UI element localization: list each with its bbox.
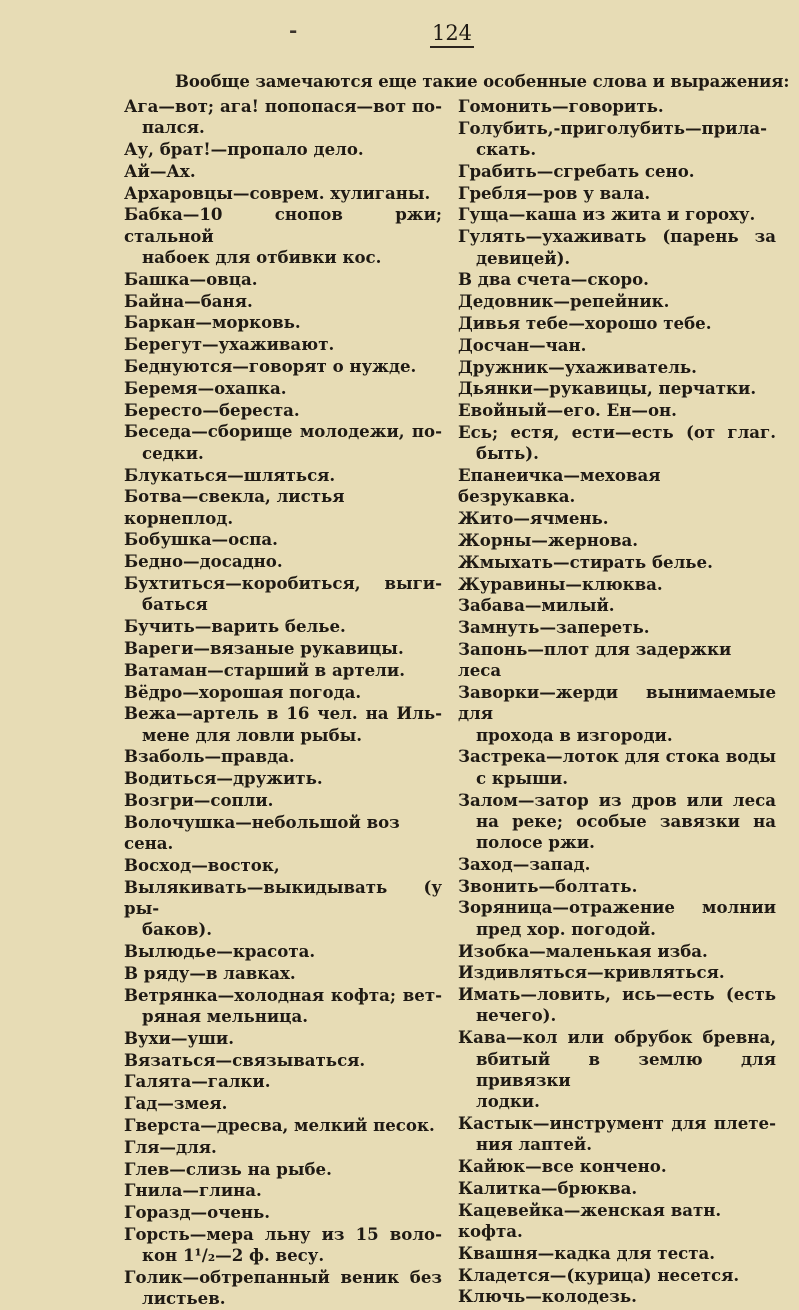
- entry-line: Вухи—уши.: [124, 1027, 234, 1048]
- entry-line: Евойный—его. Ен—он.: [458, 400, 677, 421]
- dictionary-entry: [458, 1243, 776, 1264]
- entry-line: Бабка—10 снопов ржи; стальной: [124, 204, 442, 246]
- dictionary-entry: [124, 1137, 442, 1158]
- entry-line: Жорны—жернова.: [458, 529, 639, 550]
- entry-line: Калитка—брюква.: [458, 1177, 638, 1198]
- dictionary-entry: [124, 963, 442, 984]
- entry-line: Берегут—ухаживают.: [124, 334, 335, 355]
- dictionary-entry: [124, 96, 442, 139]
- entry-continuation-line: нечего).: [476, 1005, 557, 1026]
- dictionary-entry: [124, 291, 442, 312]
- dictionary-entry: [458, 204, 776, 225]
- dictionary-entry: [458, 617, 776, 638]
- dictionary-entry: [124, 1028, 442, 1049]
- dictionary-entry: [124, 660, 442, 681]
- entry-line: Гверста—дресва, мелкий песок.: [124, 1114, 435, 1135]
- entry-line: В два счета—скоро.: [458, 269, 649, 290]
- entry-continuation-line: вбитый в землю для привязки: [476, 1048, 776, 1090]
- entry-line: Бересто—береста.: [124, 399, 300, 420]
- dictionary-entry: [458, 508, 776, 529]
- entry-line: Кайюк—все кончено.: [458, 1156, 667, 1177]
- dictionary-entry: [124, 139, 442, 160]
- entry-line: Кастык—инструмент для плете-: [458, 1112, 776, 1133]
- dictionary-entry: [124, 356, 442, 377]
- entry-line: Зоряница—отражение молнии: [458, 897, 776, 918]
- entry-continuation-line: пред хор. погодой.: [476, 918, 656, 939]
- entry-line: Ботва—свекла, листья корнеплод.: [124, 486, 345, 528]
- entry-line: Епанеичка—меховая безрукавка.: [458, 465, 661, 507]
- dictionary-entry: [124, 378, 442, 399]
- dictionary-entry: [458, 465, 776, 508]
- entry-line: Гнила—глина.: [124, 1180, 262, 1201]
- dictionary-entry: [124, 877, 442, 941]
- entry-line: Кладется—(курица) несется.: [458, 1264, 740, 1285]
- entry-line: Ветрянка—холодная кофта; вет-: [124, 984, 442, 1005]
- header-dash: -: [289, 18, 298, 42]
- dictionary-entry: [458, 1265, 776, 1286]
- entry-line: Вылюдье—красота.: [124, 941, 316, 962]
- dictionary-entry: [124, 204, 442, 268]
- dictionary-entry: [124, 746, 442, 767]
- entry-line: Звонить—болтать.: [458, 875, 638, 896]
- entry-line: Гля—для.: [124, 1136, 217, 1157]
- entry-line: Ай—Ах.: [124, 160, 196, 181]
- entry-line: Восход—восток,: [124, 854, 280, 875]
- dictionary-entry: [458, 897, 776, 940]
- entry-line: Беднуются—говорят о нужде.: [124, 356, 417, 377]
- dictionary-entry: [458, 378, 776, 399]
- dictionary-entry: [124, 682, 442, 703]
- dictionary-entry: [458, 639, 776, 682]
- entry-line: Залом—затор из дров или леса: [458, 789, 776, 810]
- entry-line: Застрека—лоток для стока воды: [458, 746, 776, 767]
- entry-continuation-line: на реке; особые завязки на: [476, 810, 776, 831]
- entry-continuation-line: скать.: [476, 139, 537, 160]
- entry-line: Гулять—ухаживать (парень за: [458, 226, 776, 247]
- entry-line: В ряду—в лавках.: [124, 962, 296, 983]
- entry-line: Досчан—чан.: [458, 334, 587, 355]
- dictionary-entry: [458, 357, 776, 378]
- dictionary-entry: [458, 962, 776, 983]
- entry-line: Вёдро—хорошая погода.: [124, 681, 362, 702]
- dictionary-entry: [124, 703, 442, 746]
- dictionary-entry: [458, 1027, 776, 1112]
- dictionary-entry: [124, 1267, 442, 1310]
- dictionary-entry: [124, 941, 442, 962]
- dictionary-entry: [458, 118, 776, 161]
- entry-line: Голик—обтрепанный веник без: [124, 1267, 442, 1288]
- entry-line: Блукаться—шляться.: [124, 464, 336, 485]
- entry-line: Взаболь—правда.: [124, 746, 295, 767]
- entry-continuation-line: листьев.: [142, 1288, 226, 1309]
- entry-line: Изобка—маленькая изба.: [458, 940, 708, 961]
- entry-line: Ау, брат!—пропало дело.: [124, 139, 364, 160]
- entry-line: Вылякивать—выкидывать (у ры-: [124, 876, 442, 918]
- entry-line: Баркан—морковь.: [124, 312, 301, 333]
- dictionary-entry: [124, 161, 442, 182]
- entry-line: Кава—кол или обрубок бревна,: [458, 1027, 776, 1048]
- dictionary-entry: [124, 1159, 442, 1180]
- dictionary-entry: [458, 876, 776, 897]
- entry-continuation-line: прохода в изгороди.: [476, 724, 673, 745]
- entry-line: Издивляться—кривляться.: [458, 962, 725, 983]
- entry-line: Горсть—мера льну из 15 воло-: [124, 1223, 442, 1244]
- entry-line: Галята—галки.: [124, 1071, 271, 1092]
- dictionary-entry: [458, 552, 776, 573]
- dictionary-entry: [458, 1200, 776, 1243]
- dictionary-entry: [458, 161, 776, 182]
- entry-line: Квашня—кадка для теста.: [458, 1242, 716, 1263]
- entry-continuation-line: пался.: [142, 117, 205, 138]
- dictionary-entry: [124, 790, 442, 811]
- entry-continuation-line: седки.: [142, 442, 204, 463]
- entry-line: Гуща—каша из жита и гороху.: [458, 204, 756, 225]
- entry-line: Вареги—вязаные рукавицы.: [124, 637, 404, 658]
- dictionary-entry: [458, 183, 776, 204]
- entry-line: Имать—ловить, ись—есть (есть: [458, 984, 776, 1005]
- entry-line: Бедно—досадно.: [124, 551, 283, 572]
- entry-continuation-line: девицей).: [476, 247, 571, 268]
- entry-line: Волочушка—небольшой воз сена.: [124, 811, 400, 854]
- entry-line: Глев—слизь на рыбе.: [124, 1158, 332, 1179]
- entry-line: Беседа—сборище молодежи, по-: [124, 421, 442, 442]
- entry-line: Жмыхать—стирать белье.: [458, 551, 713, 572]
- dictionary-entry: [458, 530, 776, 551]
- dictionary-entry: [124, 1093, 442, 1114]
- entry-continuation-line: лодки.: [476, 1091, 540, 1112]
- entry-line: Архаровцы—соврем. хулиганы.: [124, 182, 431, 203]
- dictionary-entry: [124, 421, 442, 464]
- entry-line: Дьянки—рукавицы, перчатки.: [458, 378, 757, 399]
- dictionary-entry: [124, 1050, 442, 1071]
- dictionary-entry: [124, 1071, 442, 1092]
- dictionary-entry: [458, 984, 776, 1027]
- entry-continuation-line: баков).: [142, 919, 213, 940]
- entry-line: Вязаться—связываться.: [124, 1049, 366, 1070]
- entry-line: Дивья тебе—хорошо тебе.: [458, 312, 712, 333]
- entry-continuation-line: мене для ловли рыбы.: [142, 724, 363, 745]
- page-number: 124: [430, 20, 474, 48]
- dictionary-entry: [124, 616, 442, 637]
- entry-line: Грабить—сгребать сено.: [458, 160, 695, 181]
- dictionary-entry: [124, 183, 442, 204]
- dictionary-entry: [458, 269, 776, 290]
- dictionary-entry: [458, 941, 776, 962]
- entry-line: Бухтиться—коробиться, выги-: [124, 573, 442, 594]
- dictionary-entry: [458, 226, 776, 269]
- dictionary-entry: [124, 1180, 442, 1201]
- entry-continuation-line: с крыши.: [476, 767, 569, 788]
- entry-line: Возгри—сопли.: [124, 790, 274, 810]
- entry-line: Голубить,-приголубить—прила-: [458, 117, 767, 138]
- entry-line: Байна—баня.: [124, 290, 253, 311]
- entry-line: Ключь—колодезь.: [458, 1286, 637, 1307]
- entry-line: Заход—запад.: [458, 853, 591, 874]
- entry-line: Водиться—дружить.: [124, 768, 323, 789]
- dictionary-entry: [124, 400, 442, 421]
- dictionary-entry: [458, 790, 776, 854]
- entry-line: Замнуть—запереть.: [458, 617, 650, 638]
- dictionary-entry: [124, 551, 442, 572]
- entry-line: Гад—змея.: [124, 1093, 228, 1114]
- dictionary-entry: [458, 1286, 776, 1307]
- dictionary-entry: [458, 682, 776, 746]
- entry-line: Журавины—клюква.: [458, 573, 663, 594]
- entry-line: Гребля—ров у вала.: [458, 182, 651, 203]
- entry-continuation-line: полосе ржи.: [476, 832, 595, 853]
- entry-continuation-line: быть).: [476, 443, 539, 464]
- entry-line: Беремя—охапка.: [124, 377, 287, 398]
- dictionary-entry: [458, 400, 776, 421]
- dictionary-entry: [124, 1115, 442, 1136]
- dictionary-entry: [124, 465, 442, 486]
- entry-line: Есь; естя, ести—есть (от глаг.: [458, 421, 776, 442]
- dictionary-entry: [124, 1202, 442, 1223]
- entry-line: Вежа—артель в 16 чел. на Иль-: [124, 703, 442, 724]
- entry-continuation-line: ния лаптей.: [476, 1134, 593, 1155]
- entry-continuation-line: кон 1¹/₂—2 ф. весу.: [142, 1245, 325, 1266]
- entry-line: Ага—вот; ага! попопася—вот по-: [124, 96, 442, 116]
- dictionary-entry: [458, 1113, 776, 1156]
- dictionary-entry: [124, 573, 442, 616]
- right-column: [458, 96, 776, 1308]
- dictionary-entry: [458, 335, 776, 356]
- dictionary-entry: [124, 269, 442, 290]
- entry-line: Кацевейка—женская ватн. кофта.: [458, 1199, 722, 1241]
- dictionary-entry: [458, 291, 776, 312]
- entry-line: Жито—ячмень.: [458, 508, 609, 529]
- entry-line: Ватаман—старший в артели.: [124, 659, 405, 680]
- dictionary-entry: [124, 312, 442, 333]
- dictionary-entry: [124, 768, 442, 789]
- entry-line: Дружник—ухаживатель.: [458, 356, 697, 377]
- entry-line: Заворки—жерди вынимаемые для: [458, 682, 776, 724]
- left-column: [124, 96, 442, 1310]
- dictionary-entry: [124, 1224, 442, 1267]
- entry-line: Запонь—плот для задержки леса: [458, 638, 732, 681]
- dictionary-entry: [458, 96, 776, 117]
- dictionary-entry: [458, 1156, 776, 1177]
- dictionary-entry: [124, 486, 442, 529]
- dictionary-entry: [458, 1178, 776, 1199]
- dictionary-entry: [458, 313, 776, 334]
- dictionary-entry: [458, 746, 776, 789]
- entry-continuation-line: ряная мельница.: [142, 1005, 308, 1026]
- entry-continuation-line: баться: [142, 594, 208, 615]
- dictionary-entry: [458, 422, 776, 465]
- dictionary-entry: [124, 334, 442, 355]
- entry-line: Гомонить—говорить.: [458, 96, 664, 116]
- dictionary-entry: [458, 574, 776, 595]
- dictionary-entry: [458, 854, 776, 875]
- entry-line: Бучить—варить белье.: [124, 616, 346, 637]
- entry-line: Башка—овца.: [124, 268, 258, 289]
- entry-line: Горазд—очень.: [124, 1202, 271, 1223]
- dictionary-entry: [124, 812, 442, 855]
- dictionary-entry: [124, 638, 442, 659]
- intro-line: Вообще замечаются еще такие особенные слова и выражения:: [175, 72, 790, 91]
- dictionary-entry: [124, 529, 442, 550]
- dictionary-entry: [124, 855, 442, 876]
- dictionary-entry: [124, 985, 442, 1028]
- entry-line: Бобушка—оспа.: [124, 529, 278, 550]
- entry-line: Дедовник—репейник.: [458, 291, 670, 312]
- entry-continuation-line: набоек для отбивки кос.: [142, 247, 382, 268]
- entry-line: Забава—милый.: [458, 595, 615, 616]
- dictionary-entry: [458, 595, 776, 616]
